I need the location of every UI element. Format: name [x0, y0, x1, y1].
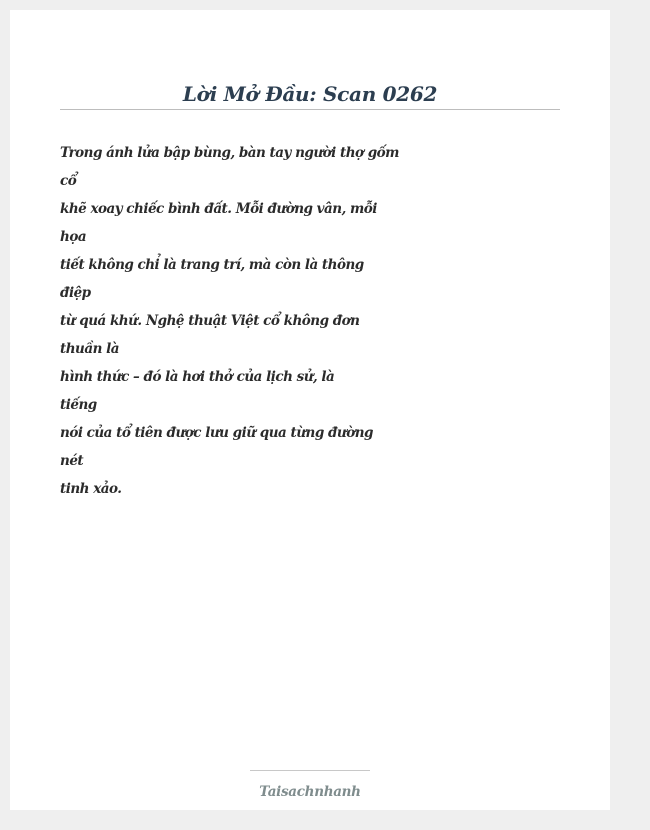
text-line: họa	[60, 229, 87, 245]
text-line: điệp	[60, 285, 91, 301]
text-line: tiếng	[60, 397, 97, 413]
page-title: Lời Mở Đầu: Scan 0262	[182, 82, 438, 106]
text-line: nét	[60, 453, 84, 469]
text-line: tinh xảo.	[60, 481, 122, 497]
text-line: tiết không chỉ là trang trí, mà còn là thông	[60, 257, 364, 273]
text-line: Trong ánh lửa bập bùng, bàn tay người thợ gốm	[60, 145, 399, 161]
text-line: hình thức – đó là hơi thở của lịch sử, là	[60, 369, 335, 385]
title-divider	[60, 109, 560, 110]
text-line: cổ	[60, 173, 77, 189]
footer-text: Taisachnhanh	[259, 784, 361, 800]
text-line: nói của tổ tiên được lưu giữ qua từng đường	[60, 425, 373, 441]
text-line: từ quá khứ. Nghệ thuật Việt cổ không đơn	[60, 313, 360, 329]
footer-divider	[250, 770, 370, 771]
text-line: khẽ xoay chiếc bình đất. Mỗi đường vân, mỗi	[60, 201, 377, 217]
text-line: thuần là	[60, 341, 120, 357]
body-text	[60, 143, 399, 507]
document-page	[10, 10, 610, 810]
